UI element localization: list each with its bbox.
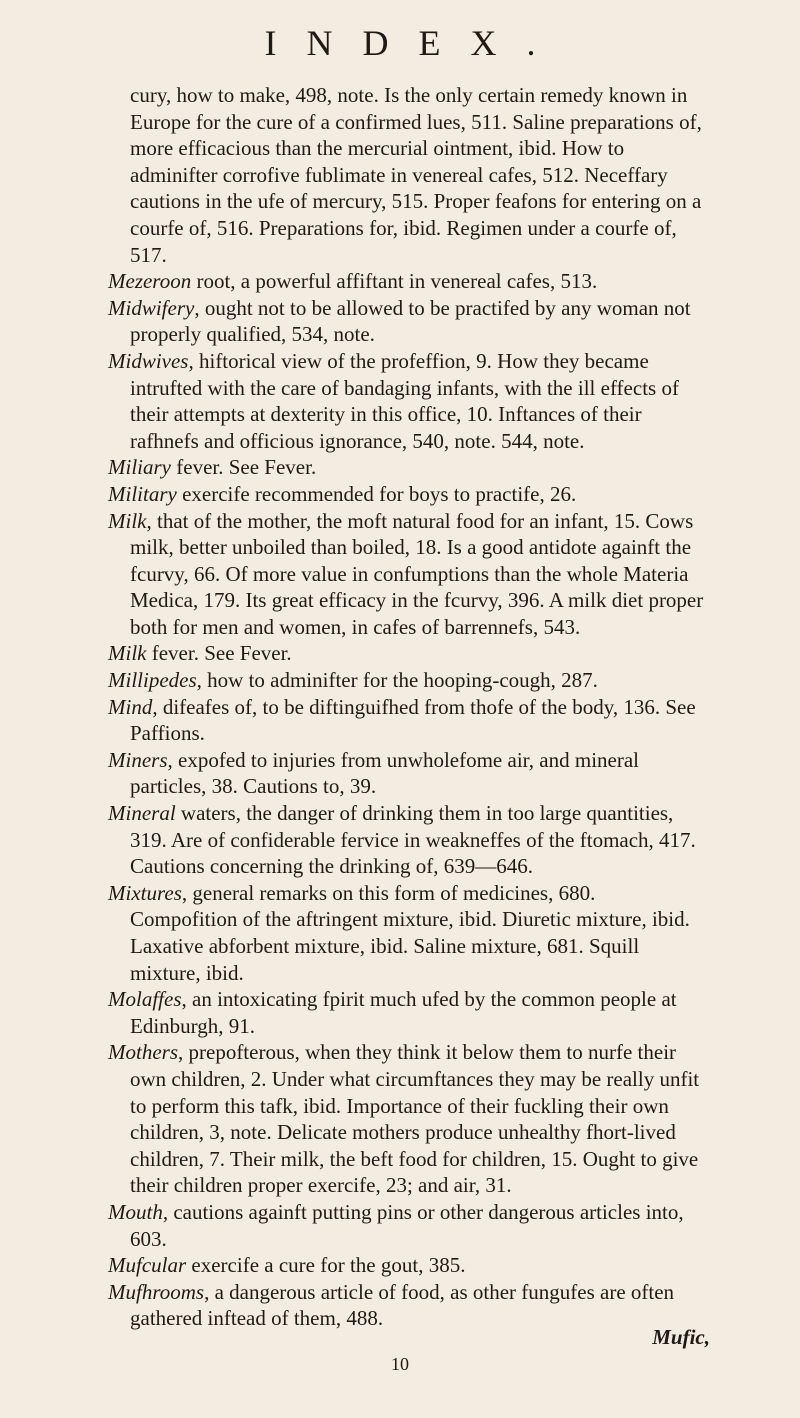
entry-text: , an intoxicating fpirit much ufed by the common people at Edinburgh, 91.: [130, 987, 677, 1038]
entry-text: cury, how to make, 498, note. Is the only certain remedy known in Europe for the cure of a confirmed lues, 511. Saline preparations of, more efficacious than the mercurial ointment, ibid. How to adminifter corrofive fublimate in venereal cafes, 512. Neceffary cautions in the ufe of mercury, 515. Proper feafons for entering on a courfe of, 516. Preparations for, ibid. Regimen under a courfe of, 517.: [130, 83, 702, 267]
index-entry: [108, 880, 706, 986]
entry-headword: Military: [108, 481, 177, 506]
entry-headword: Mineral: [108, 801, 176, 826]
index-entry: [108, 295, 706, 348]
entry-headword: Mixtures: [108, 880, 182, 905]
entry-headword: Miliary: [108, 455, 171, 480]
entry-text: fever. See Fever.: [146, 641, 292, 666]
entry-headword: Millipedes: [108, 668, 197, 693]
index-entry: [108, 800, 706, 880]
entry-text: , that of the mother, the moft natural food for an infant, 15. Cows milk, better unboiled than boiled, 18. Is a good antidote againft the fcurvy, 66. Of more value in confumptions than the whole Materia Medica, 179. Its great efficacy in the fcurvy, 396. A milk diet proper both for men and women, in cafes of barrennefs, 543.: [130, 508, 704, 639]
entry-text: , how to adminifter for the hooping-cough, 287.: [196, 668, 598, 693]
page-number: 10: [391, 1354, 409, 1374]
entry-text: , expofed to injuries from unwholefome air, and mineral particles, 38. Cautions to, 39.: [130, 747, 640, 799]
index-entry: [108, 1039, 706, 1199]
entry-text: , ought not to be allowed to be practifed by any woman not properly qualified, 534, note.: [130, 295, 691, 347]
index-entry: [108, 268, 706, 295]
entry-headword: Milk: [108, 641, 147, 666]
entry-text: , general remarks on this form of medicines, 680. Compofition of the aftringent mixture, ibid. Diuretic mixture, ibid. Laxative abforbent mixture, ibid. Saline mixture, 681. Squill mixture, ibid.: [130, 880, 690, 985]
index-entry: [108, 667, 706, 694]
entry-text: fever. See Fever.: [171, 455, 317, 480]
entry-headword: Midwifery: [108, 295, 195, 320]
entry-headword: Mufhrooms: [108, 1279, 205, 1304]
index-entry: [108, 640, 706, 667]
entry-text: , a dangerous article of food, as other fungufes are often gathered inftead of them, 488.: [130, 1279, 675, 1331]
entry-text: waters, the danger of drinking them in too large quantities, 319. Are of confiderable fervice in weakneffes of the ftomach, 417. Cautions concerning the drinking of, 639—646.: [130, 801, 696, 879]
entry-headword: Mufcular: [108, 1253, 187, 1278]
entry-text: , difeafes of, to be diftinguifhed from thofe of the body, 136. See Paffions.: [130, 694, 696, 746]
index-entry: [108, 454, 706, 481]
entry-headword: Molaffes: [108, 987, 182, 1012]
index-entry: [108, 986, 706, 1039]
entry-headword: Mothers: [108, 1040, 178, 1065]
index-entry: [108, 747, 706, 800]
entry-headword: Mezeroon: [108, 269, 192, 294]
entry-text: root, a powerful affiftant in venereal cafes, 513.: [191, 269, 598, 294]
entry-text: , cautions againft putting pins or other dangerous articles into, 603.: [130, 1199, 684, 1251]
index-entry: [108, 1252, 706, 1279]
entry-headword: Milk: [108, 508, 147, 533]
index-entry: [108, 481, 706, 508]
entry-text: exercife recommended for boys to practife, 26.: [176, 481, 577, 506]
index-entry: [108, 508, 706, 641]
index-entry: [108, 1279, 706, 1332]
entry-headword: Mind: [108, 694, 153, 719]
entry-text: exercife a cure for the gout, 385.: [186, 1253, 466, 1278]
index-entries: [108, 82, 706, 1332]
page-header: INDEX.: [264, 23, 566, 63]
catchword: Mufic,: [652, 1325, 710, 1349]
entry-text: , hiftorical view of the profeffion, 9. How they became intrufted with the care of bandaging infants, with the ill effects of their attempts at dexterity in this office, 10. Inftances of their rafhnefs and officious ignorance, 540, note. 544, note.: [130, 348, 679, 453]
entry-headword: Midwives: [108, 348, 189, 373]
index-entry: [108, 694, 706, 747]
index-entry: [108, 1199, 706, 1252]
entry-text: , prepofterous, when they think it below them to nurfe their own children, 2. Under what circumftances they may be really unfit to perform this tafk, ibid. Importance of their fuckling their own children, 3, note. Delicate mothers produce unhealthy fhort-lived children, 7. Their milk, the beft food for children, 15. Ought to give their children proper exercife, 23; and air, 31.: [130, 1040, 700, 1198]
entry-headword: Mouth: [108, 1199, 163, 1224]
index-entry: [108, 82, 706, 268]
entry-headword: Miners: [108, 747, 168, 772]
index-entry: [108, 348, 706, 454]
